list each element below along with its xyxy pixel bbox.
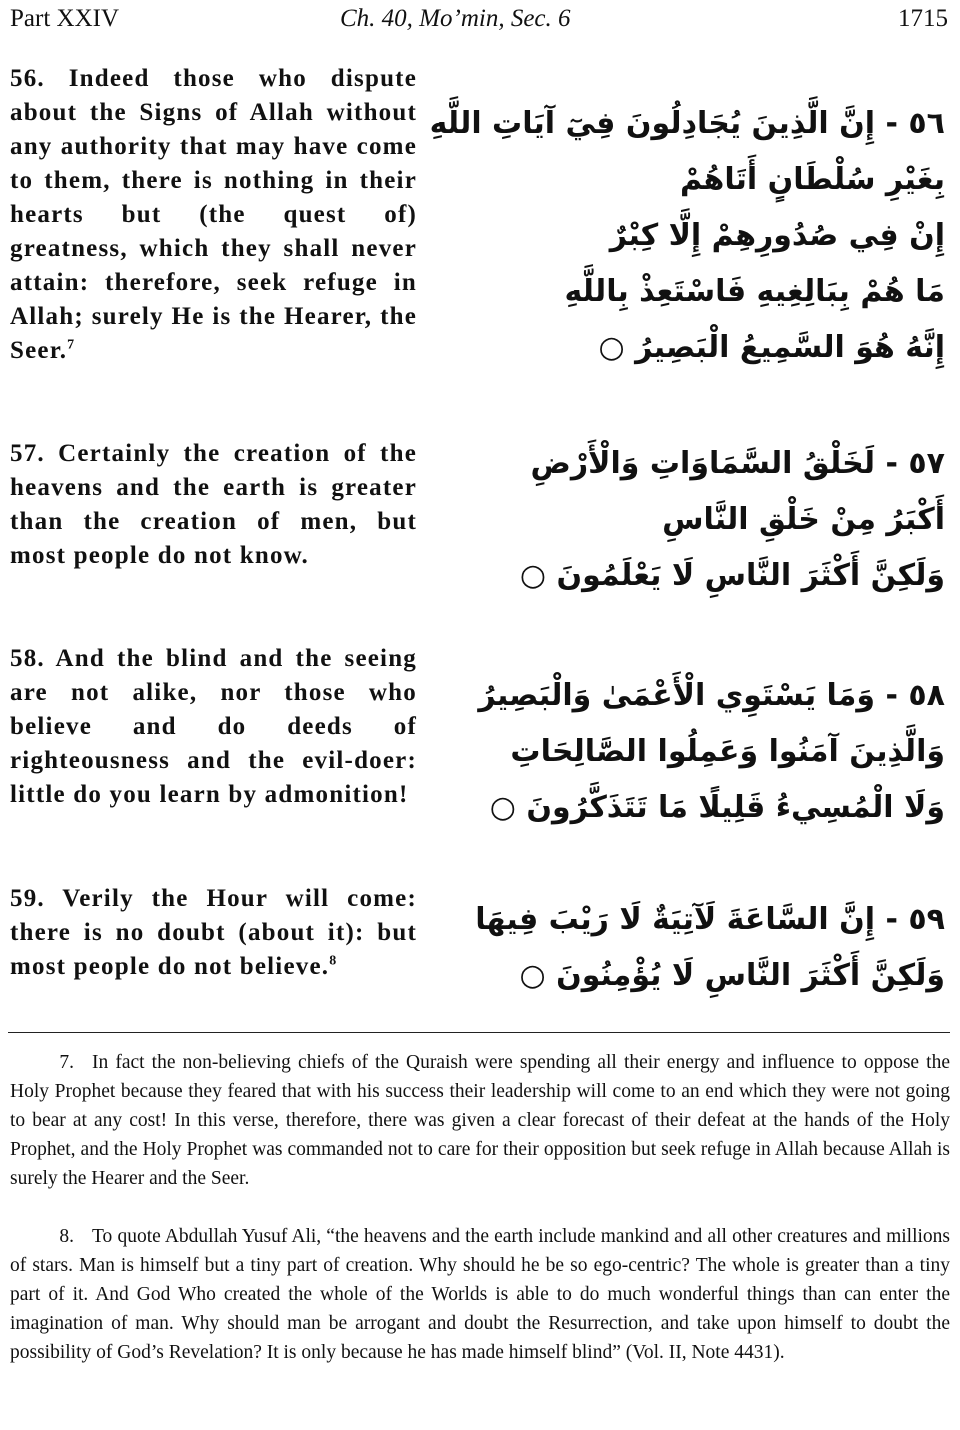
footnote-ref: 8 [329, 953, 338, 969]
verse-text: 56. Indeed those who dispute about the Signs of Allah without any authority that may have come to them, there is nothing in their hearts but (the quest of) greatness, which they shall never attain: therefore, seek refuge in Allah; surely He is the Hearer, the Seer. [10, 65, 417, 364]
arabic-line: ٥٦ - إِنَّ الَّذِينَ يُجَادِلُونَ فِيٓ آيَاتِ اللَّهِ [429, 106, 945, 141]
arabic-line: وَلَكِنَّ أَكْثَرَ النَّاسِ لَا يَعْلَمُونَ ○ [519, 558, 945, 593]
arabic-line: وَالَّذِينَ آمَنُوا وَعَمِلُوا الصَّالِحَاتِ [510, 734, 945, 769]
arabic-line: إِنَّهُ هُوَ السَّمِيعُ الْبَصِيرُ ○ [598, 330, 945, 365]
verse-56-arabic [429, 96, 945, 376]
verse-56-translation [10, 62, 417, 368]
arabic-line: إِنْ فِي صُدُورِهِمْ إِلَّا كِبْرٌ [609, 218, 945, 253]
footnote-divider [8, 1032, 950, 1033]
verse-59-translation [10, 882, 417, 984]
chapter-title: Ch. 40, Mo’min, Sec. 6 [340, 5, 571, 32]
arabic-line: بِغَيْرِ سُلْطَانٍ أَتَاهُمْ [680, 162, 945, 197]
arabic-line: ٥٩ - إِنَّ السَّاعَةَ لَآتِيَةٌ لَا رَيْبَ فِيهَا [475, 902, 945, 937]
verse-59-arabic [475, 892, 945, 1004]
verse-57-translation [10, 437, 417, 573]
page-number: 1715 [898, 5, 948, 32]
verse-58-translation [10, 642, 417, 812]
verse-text: 57. Certainly the creation of the heavens and the earth is greater than the creation of men, but most people do not know. [10, 440, 417, 569]
footnote-8 [10, 1222, 950, 1367]
arabic-line: مَا هُمْ بِبَالِغِيهِ فَاسْتَعِذْ بِاللَّهِ [564, 274, 945, 309]
verse-57-arabic [500, 436, 945, 604]
arabic-line: وَلَكِنَّ أَكْثَرَ النَّاسِ لَا يُؤْمِنُونَ ○ [519, 958, 945, 993]
footnote-7 [10, 1048, 950, 1193]
arabic-line: وَلَا الْمُسِيءُ قَلِيلًا مَا تَتَذَكَّرُونَ ○ [489, 790, 945, 825]
page-header [10, 4, 948, 34]
footnote-number: 8. [59, 1226, 74, 1247]
verse-58-arabic [478, 668, 945, 836]
verse-text: 59. Verily the Hour will come: there is no doubt (about it): but most people do not believe. [10, 885, 417, 980]
arabic-line: أَكْبَرُ مِنْ خَلْقِ النَّاسِ [662, 502, 945, 537]
arabic-line: ٥٨ - وَمَا يَسْتَوِي الْأَعْمَىٰ وَالْبَصِيرُ [478, 678, 945, 713]
arabic-line: ٥٧ - لَخَلْقُ السَّمَاوَاتِ وَالْأَرْضِ [530, 446, 945, 481]
footnote-ref: 7 [67, 337, 76, 353]
footnote-text: To quote Abdullah Yusuf Ali, “the heavens and the earth include mankind and all other creatures and millions of stars. Man is himself but a tiny part of creation. Why should he be so ego-centric? The whole is greater than a tiny part of it. And God Who created the whole of the Worlds is able to do much wonderful things than can enter the imagination of man. Why should man be arrogant and doubt the Resurrection, and take upon himself to doubt the possibility of God’s Revelation? It is only because he has made himself blind” (Vol. II, Note 4431). [10, 1226, 950, 1363]
part-label: Part XXIV [10, 5, 120, 32]
footnote-number: 7. [59, 1052, 74, 1073]
verse-text: 58. And the blind and the seeing are not alike, nor those who believe and do deeds of righteousness and the evil-doer: little do you learn by admonition! [10, 645, 417, 808]
footnote-text: In fact the non-believing chiefs of the Quraish were spending all their energy and influence to oppose the Holy Prophet because they feared that with his success their leadership will come to an end which they were not going to bear at any cost! In this verse, therefore, there was given a clear forecast of their defeat at the hands of the Holy Prophet, and the Holy Prophet was commanded not to care for their opposition but seek refuge in Allah because Allah is surely the Hearer and the Seer. [10, 1052, 950, 1189]
